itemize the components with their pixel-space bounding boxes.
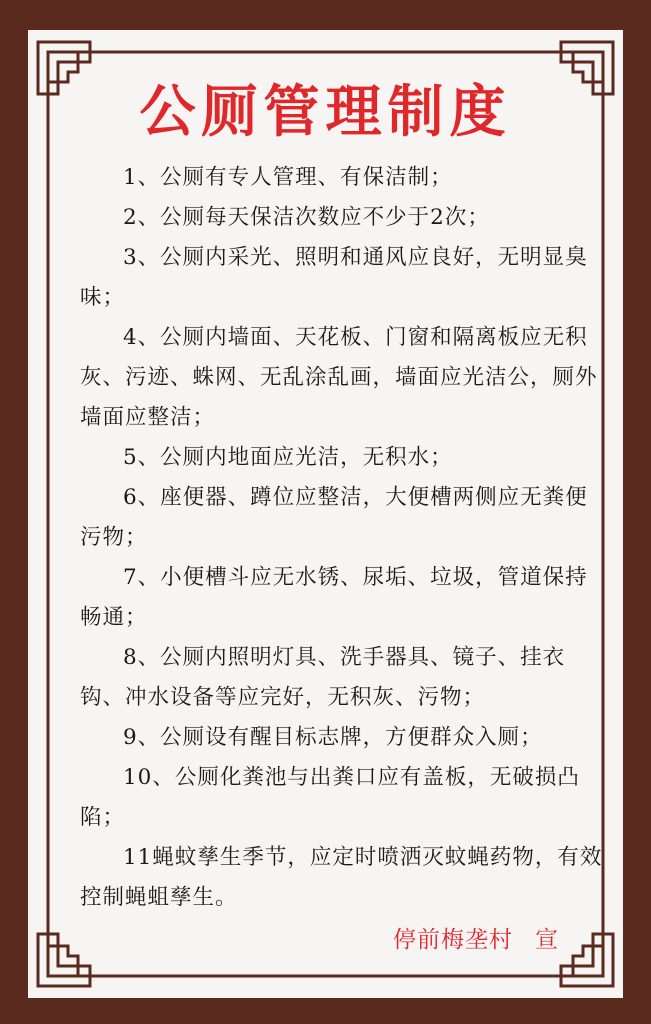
rule-item: 8、公厕内照明灯具、洗手器具、镜子、挂衣钩、冲水设备等应完好，无积灰、污物； — [80, 645, 566, 710]
notice-title: 公厕管理制度 — [139, 80, 512, 145]
rule-item: 4、公厕内墙面、天花板、门窗和隔离板应无积灰、污迹、蛛网、无乱涂乱画，墙面应光洁公，厕外墙面应整洁； — [80, 325, 598, 430]
signature — [393, 922, 559, 958]
rule-item: 1、公厕有专人管理、有保洁制； — [123, 165, 453, 190]
rule-item: 2、公厕每天保洁次数应不少于2次； — [123, 205, 490, 230]
rule-item: 7、小便槽斗应无水锈、尿垢、垃圾，管道保持畅通； — [80, 565, 588, 630]
rule-item: 5、公厕内地面应光洁，无积水； — [123, 445, 453, 470]
rule-item: 3、公厕内采光、照明和通风应良好，无明显臭味； — [80, 245, 588, 310]
rule-item: 9、公厕设有醒目标志牌，方便群众入厕； — [123, 725, 543, 750]
signature-issuer: 停前梅垄村 — [393, 927, 513, 953]
signature-suffix: 宣 — [535, 927, 559, 953]
rule-item: 6、座便器、蹲位应整洁，大便槽两侧应无粪便污物； — [80, 485, 588, 550]
rules-list — [80, 158, 605, 918]
rule-item: 11蝇蚊孳生季节，应定时喷洒灭蚊蝇药物，有效控制蝇蛆孳生。 — [80, 845, 603, 910]
rule-item: 10、公厕化粪池与出粪口应有盖板，无破损凸陷； — [80, 765, 580, 830]
